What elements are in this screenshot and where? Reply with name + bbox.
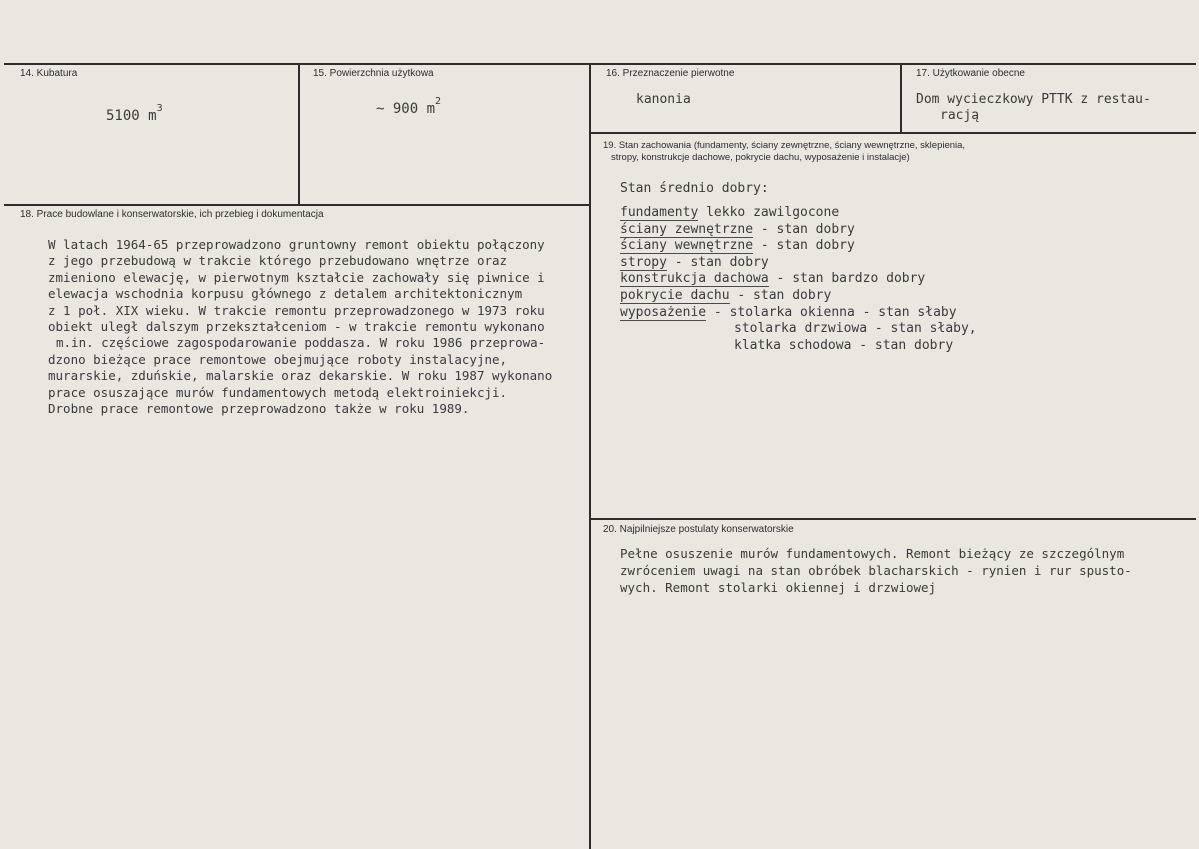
condition-sub-item: stolarka drzwiowa - stan słaby, [734,321,977,337]
field-18-line: m.in. częściowe zagospodarowanie poddasza. W roku 1986 przeprowa- [56,335,546,351]
top-rule [4,63,1196,65]
condition-item-name: ściany wewnętrzne [620,238,754,254]
field-15-exponent: 2 [435,96,442,107]
field-20-text [620,545,1132,596]
condition-item-name: wyposażenie [620,304,707,320]
condition-item-state: - stan dobry [729,287,832,303]
divider-16-17 [900,63,902,133]
field-18-text [48,237,552,417]
rule-below-14-15 [4,204,591,206]
field-18-line: obiekt uległ dalszym przekształceniom - w trakcie remontu wykonano [48,319,545,335]
condition-item-name: fundamenty [620,205,699,220]
field-18-line: z 1 poł. XIX wieku. W trakcie remontu przeprowadzonego w 1973 roku [48,302,545,318]
condition-item-state: - stan dobry [753,238,855,254]
condition-item-state: - stan dobry [753,221,855,237]
field-19-list [620,205,977,354]
field-19-heading: Stan średnio dobry: [620,181,769,196]
condition-row [620,205,977,222]
field-17-value [916,92,1151,125]
divider-main [589,63,591,849]
rule-below-19 [589,518,1196,520]
condition-item-name: stropy [620,254,667,270]
field-20-line: Pełne osuszenie murów fundamentowych. Remont bieżący ze szczególnym [620,546,1125,561]
field-16-value: kanonia [636,92,691,107]
condition-row [620,238,977,255]
condition-item-name: pokrycie dachu [620,287,730,303]
divider-14-15 [298,63,300,206]
condition-item-state: - stolarka okienna - stan słaby [706,304,957,320]
rule-below-16-17 [589,132,1196,134]
field-17-label: 17. Użytkowanie obecne [916,68,1025,79]
field-20-line: zwróceniem uwagi na stan obróbek blacharskich - rynien i rur spusto- [620,563,1132,578]
field-14-number: 5100 m [106,108,157,124]
field-18-line: z jego przebudową w trakcie którego przebudowano wnętrze oraz [48,253,508,269]
condition-sub-item: klatka schodowa - stan dobry [734,337,954,353]
field-15-label: 15. Powierzchnia użytkowa [313,68,434,79]
condition-row [620,222,977,239]
field-18-line: Drobne prace remontowe przeprowadzono także w roku 1989. [48,401,470,417]
field-18-line: murarskie, zduńskie, malarskie oraz dekarskie. W roku 1987 wykonano [48,368,553,384]
field-18-line: W latach 1964-65 przeprowadzono gruntowny remont obiektu połączony [48,237,545,252]
field-17-line: racją [940,108,980,124]
condition-row [620,271,977,288]
field-20-label: 20. Najpilniejsze postulaty konserwatorskie [603,524,794,535]
condition-row [620,305,977,322]
field-18-line: dzono bieżące prace remontowe obejmujące roboty instalacyjne, [48,351,508,367]
field-19-label-line2: stropy, konstrukcje dachowe, pokrycie dachu, wyposażenie i instalacje) [611,152,910,163]
condition-row [620,288,977,305]
field-18-line: elewacja wschodnia korpusu głównego z detalem architektonicznym [48,286,523,302]
field-15-value [376,96,442,117]
condition-row [620,255,977,272]
field-14-exponent: 3 [156,103,163,114]
field-17-line: Dom wycieczkowy PTTK z restau- [916,92,1151,107]
field-14-value [106,103,163,124]
field-18-line: zmieniono elewację, w pierwotnym kształcie zachowały się piwnice i [48,269,545,285]
condition-item-state: - stan dobry [666,254,769,270]
condition-item-state: - stan bardzo dobry [768,271,926,287]
field-20-line: wych. Remont stolarki okiennej i drzwiowej [620,580,937,595]
condition-item-name: ściany zewnętrzne [620,221,754,237]
field-15-number: ~ 900 m [376,101,436,117]
condition-item-state: lekko zawilgocone [698,205,840,220]
field-14-label: 14. Kubatura [20,68,78,79]
field-18-line: prace osuszające murów fundamentowych metodą elektroiniekcji. [48,384,508,400]
field-18-label: 18. Prace budowlane i konserwatorskie, ich przebieg i dokumentacja [20,209,324,220]
field-19-label-line1: 19. Stan zachowania (fundamenty, ściany zewnętrzne, ściany wewnętrzne, sklepienia, [603,140,966,151]
field-16-label: 16. Przeznaczenie pierwotne [606,68,735,79]
condition-item-name: konstrukcja dachowa [620,271,769,287]
